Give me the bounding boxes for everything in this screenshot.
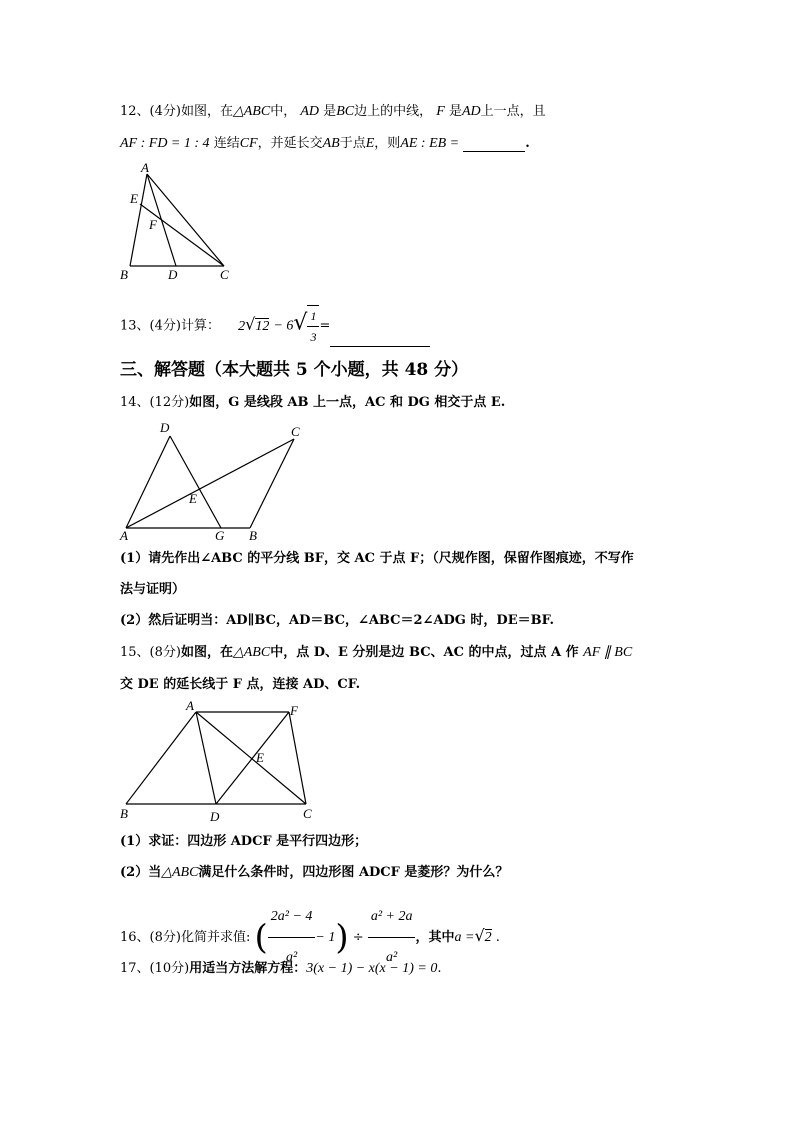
section3-title: 三、解答题（本大题共 5 个小题，共 48 分）	[120, 360, 469, 380]
q12-line1: 12、(4分)如图，在△ABC中， AD 是BC边上的中线， F 是AD上一点，且	[120, 104, 546, 119]
q14-part1-a: (1）请先作出∠ABC 的平分线 BF，交 AC 于点 F；（尺规作图，保留作图痕迹，不写作	[120, 551, 634, 566]
fig15-line-fc	[289, 712, 306, 804]
fig12-label-c: C	[220, 267, 229, 282]
q13-line: 13、(4分)计算： 2√12 − 6√ $\frac{1}{3}$ =	[120, 305, 430, 341]
fig12-label-a: A	[141, 160, 149, 175]
fig14-label-a: A	[120, 528, 128, 543]
q12-line2: AF : FD = 1 : 4 连结CF，并延长交AB于点E，则AE : EB = .	[120, 136, 530, 151]
fig14-label-c: C	[291, 424, 300, 439]
q17-line: 17、(10分)用适当方法解方程：3(x − 1) − x(x − 1) = 0.	[120, 961, 442, 976]
q15-part2: (2）当△ABC满足什么条件时，四边形图 ADCF 是菱形？为什么？	[120, 865, 509, 880]
fig12-label-e: E	[130, 191, 138, 206]
fig14-label-d: D	[160, 420, 170, 435]
fig15-label-f: F	[290, 703, 298, 718]
q15-part1: (1）求证：四边形 ADCF 是平行四边形；	[120, 834, 368, 849]
q16-line: 16、(8分)化简并求值: ( $\frac{\text{2a² − 4}}{\text{a²}}$ − 1) ÷ $\frac{\text{a² + 2a}}{\text{a²}}$ ，其中a =√2 .	[120, 897, 500, 941]
fig12-label-b: B	[120, 267, 128, 282]
fig15-line-df	[216, 712, 289, 804]
fig15-label-b: B	[120, 806, 128, 821]
q14-stem: 14、(12分)如图，G 是线段 AB 上一点，AC 和 DG 相交于点 E.	[120, 395, 506, 410]
fig14-label-g: G	[215, 528, 225, 543]
fig15-label-e: E	[256, 750, 264, 765]
q15-line2: 交 DE 的延长线于 F 点，连接 AD、CF.	[120, 677, 361, 692]
fig15-label-a: A	[186, 698, 194, 713]
q14-part1-b: 法与证明）	[120, 582, 186, 597]
fig15-label-d: D	[210, 809, 220, 824]
fig12-label-f: F	[149, 217, 157, 232]
fig15-label-c: C	[303, 806, 312, 821]
fig15-line-ab	[126, 712, 196, 804]
fig14-label-b: B	[249, 528, 257, 543]
fig14-label-e: E	[189, 491, 197, 506]
fig12-label-d: D	[168, 267, 178, 282]
q14-part2: (2）然后证明当：AD∥BC，AD＝BC，∠ABC＝2∠ADG 时，DE＝BF.	[120, 613, 555, 628]
q15-line1: 15、(8分)如图，在△ABC中，点 D、E 分别是边 BC、AC 的中点，过点 A 作 AF ∥ BC	[120, 645, 633, 660]
